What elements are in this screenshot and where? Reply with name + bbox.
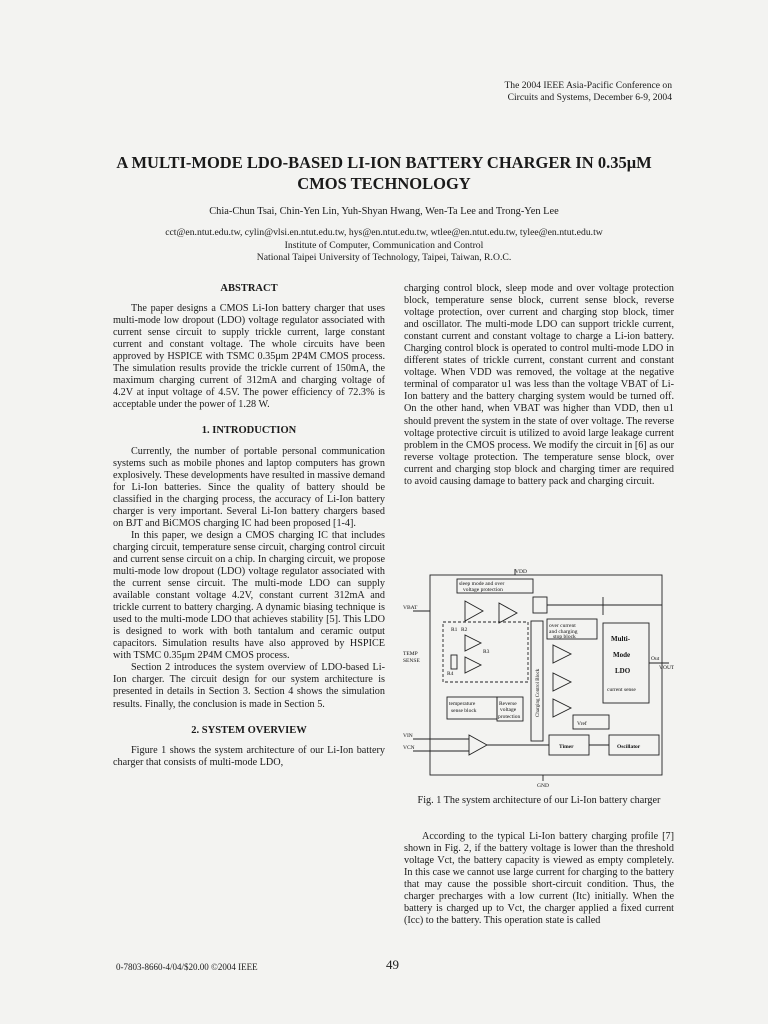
page-number: 49: [386, 957, 399, 972]
system-architecture-figure: [403, 567, 674, 789]
label-gnd: GND: [537, 783, 549, 789]
figure-caption: Fig. 1 The system architecture of our Li-Ion battery charger: [417, 795, 661, 806]
abstract-heading: ABSTRACT: [220, 283, 278, 294]
introduction-heading: 1. INTRODUCTION: [201, 425, 297, 437]
label-timer: Timer: [559, 744, 574, 750]
system-overview-heading: 2. SYSTEM OVERVIEW: [191, 724, 307, 736]
label-vout: VOUT: [659, 665, 674, 671]
label-tempsense: temperature: [449, 701, 476, 707]
label-osc: Oscillator: [617, 744, 641, 750]
label-vcn: VCN: [403, 745, 415, 751]
label-cursense: current sense: [607, 687, 636, 693]
right-column-top: [404, 283, 674, 488]
label-vref: Vref: [577, 721, 587, 727]
label-vdd: VDD: [515, 569, 527, 575]
system-paragraph-1: Figure 1 shows the system architecture of our Li-Ion battery charger that consists of multi-mode LDO,: [113, 744, 385, 768]
label-vbat: VBAT: [403, 605, 418, 611]
label-ccb: Charging Control Block: [536, 668, 541, 717]
right-paragraph-2: According to the typical Li-Ion battery charging profile [7] shown in Fig. 2, if the battery voltage is lower than the threshold voltage Vct, the battery capacity is viewed as empty completely. In this case we cannot use large current for charging to the battery that may cause the possible short-circuit condition. Thus, the charger precharges with a low current (Itc) initially. When the battery is charged up to Vct, the charger applied a fixed current (Icc) to the battery. This operation state is called: [404, 831, 674, 927]
left-column: [113, 283, 385, 769]
paper-title: [60, 152, 708, 194]
label-r2: R2: [461, 627, 468, 633]
label-reverse: Reverse: [499, 701, 517, 707]
label-andchg: and charging: [549, 629, 578, 635]
copyright-footer: 0-7803-8660-4/04/$20.00 ©2004 IEEE: [116, 962, 258, 972]
email-list: cct@en.ntut.edu.tw, cylin@vlsi.en.ntut.edu.tw, hys@en.ntut.edu.tw, wtlee@en.ntut.edu.tw, tylee@en.ntut.edu.tw: [165, 227, 603, 238]
right-paragraph-1: charging control block, sleep mode and over voltage protection block, temperature sense block, current sense block, reverse voltage protection, over current and charging stop block, timer and oscillator. The multi-mode LDO can support trickle current, constant current and constant voltage to charge a Li-ion battery. Charging control block is operated to control multi-mode LDO in different states of trickle current, constant current and constant voltage. When VDD was removed, the voltage at the negative terminal of comparator u1 was less than the voltage VBAT of Li-Ion battery and the battery charging system would be turned off. On the other hand, when VBAT was higher than VDD, then u1 should prevent the system in the state of over voltage. The reverse voltage protective circuit is utilized to avoid large leakage current problem in the CMOS process. We modify the circuit in [6] as our reverse voltage protection. The temperature sense block, over current and charging stop block and charging timer are required to avoid causing damage to battery pack and charging circuit.: [404, 283, 674, 487]
label-sleep2: voltage protection: [463, 587, 503, 593]
architecture-diagram: [403, 567, 674, 789]
label-multi: Multi-: [611, 635, 631, 643]
intro-paragraph-2: In this paper, we design a CMOS charging IC that includes charging circuit, temperature sense circuit, charging control circuit and current sense circuit on a chip. In charging circuit, we propose multi-mode low dropout (LDO) voltage regulator associated with the current sense circuit. The multi-mode LDO can supply available constant voltage 4.2V, constant current 312mA and trickle current to battery charging. A dynamic biasing technique is used to the multi-mode LDO that achieves stability [5]. This LDO is designed to work with both tantalum and ceramic output capacitors. Simulation results have also approved by HSPICE with TSMC 0.35μm 2P4M CMOS process.: [113, 529, 385, 662]
title-line-1: A MULTI-MODE LDO-BASED LI-ION BATTERY CHARGER IN 0.35μM: [116, 153, 652, 172]
label-overcur: over current: [549, 623, 576, 629]
affiliation-line-1: Institute of Computer, Communication and Control: [284, 239, 484, 251]
label-ldo: LDO: [615, 667, 631, 675]
conference-line-2: Circuits and Systems, December 6-9, 2004: [507, 92, 672, 103]
label-sense: SENSE: [403, 658, 420, 664]
conference-line-1: The 2004 IEEE Asia-Pacific Conference on: [504, 80, 672, 91]
label-reverse3: protection: [498, 714, 521, 720]
label-r3: R3: [483, 649, 490, 655]
label-stopblk: stop block: [553, 634, 576, 640]
affiliation-line-2: National Taipei University of Technology, Taipei, Taiwan, R.O.C.: [256, 252, 512, 264]
label-r1: R1: [451, 627, 458, 633]
intro-paragraph-3: Section 2 introduces the system overview of LDO-based Li-Ion charger. The circuit design for our system architecture is presented in details in Section 3. Section 4 shows the simulation results. Finally, the conclusion is made in Section 5.: [113, 662, 385, 710]
affiliation-block: [60, 227, 708, 265]
right-column-bottom: [404, 831, 674, 927]
label-mode: Mode: [613, 651, 631, 659]
label-sleep: sleep mode and over: [459, 581, 505, 587]
label-out: Out: [651, 656, 660, 662]
conference-header: [412, 80, 672, 104]
abstract-text: The paper designs a CMOS Li-Ion battery charger that uses multi-mode low dropout (LDO) voltage regulator associated with current sense circuit to supply trickle current, large constant current and constant voltage. The whole circuits have been approved by HSPICE with TSMC 0.35μm 2P4M CMOS process. The simulation results provide the trickle current of 150mA, the maximum charging current of 312mA and charging voltage of 4.2V at input voltage of 4.5V. The power efficiency of 72.3% is acceptable under the power of 1.28 W.: [113, 303, 385, 411]
label-tempsense2: sense block: [451, 708, 477, 714]
intro-paragraph-1: Currently, the number of portable personal communication systems such as mobile phones and laptop computers has grown explosively. These developments have resulted in massive demand for Li-Ion batteries. Since the quality of battery should be classified in the charging process, the accuracy of Li-Ion battery charger is very important. Several Li-Ion battery chargers based on BJT and BiCMOS charging IC had been proposed [1-4].: [113, 445, 385, 529]
label-temp: TEMP: [403, 651, 418, 657]
title-line-2: CMOS TECHNOLOGY: [297, 174, 471, 193]
author-list: Chia-Chun Tsai, Chin-Yen Lin, Yuh-Shyan Hwang, Wen-Ta Lee and Trong-Yen Lee: [209, 206, 559, 217]
label-r4: R4: [447, 671, 454, 677]
label-vin: VIN: [403, 733, 413, 739]
label-reverse2: voltage: [500, 707, 517, 713]
